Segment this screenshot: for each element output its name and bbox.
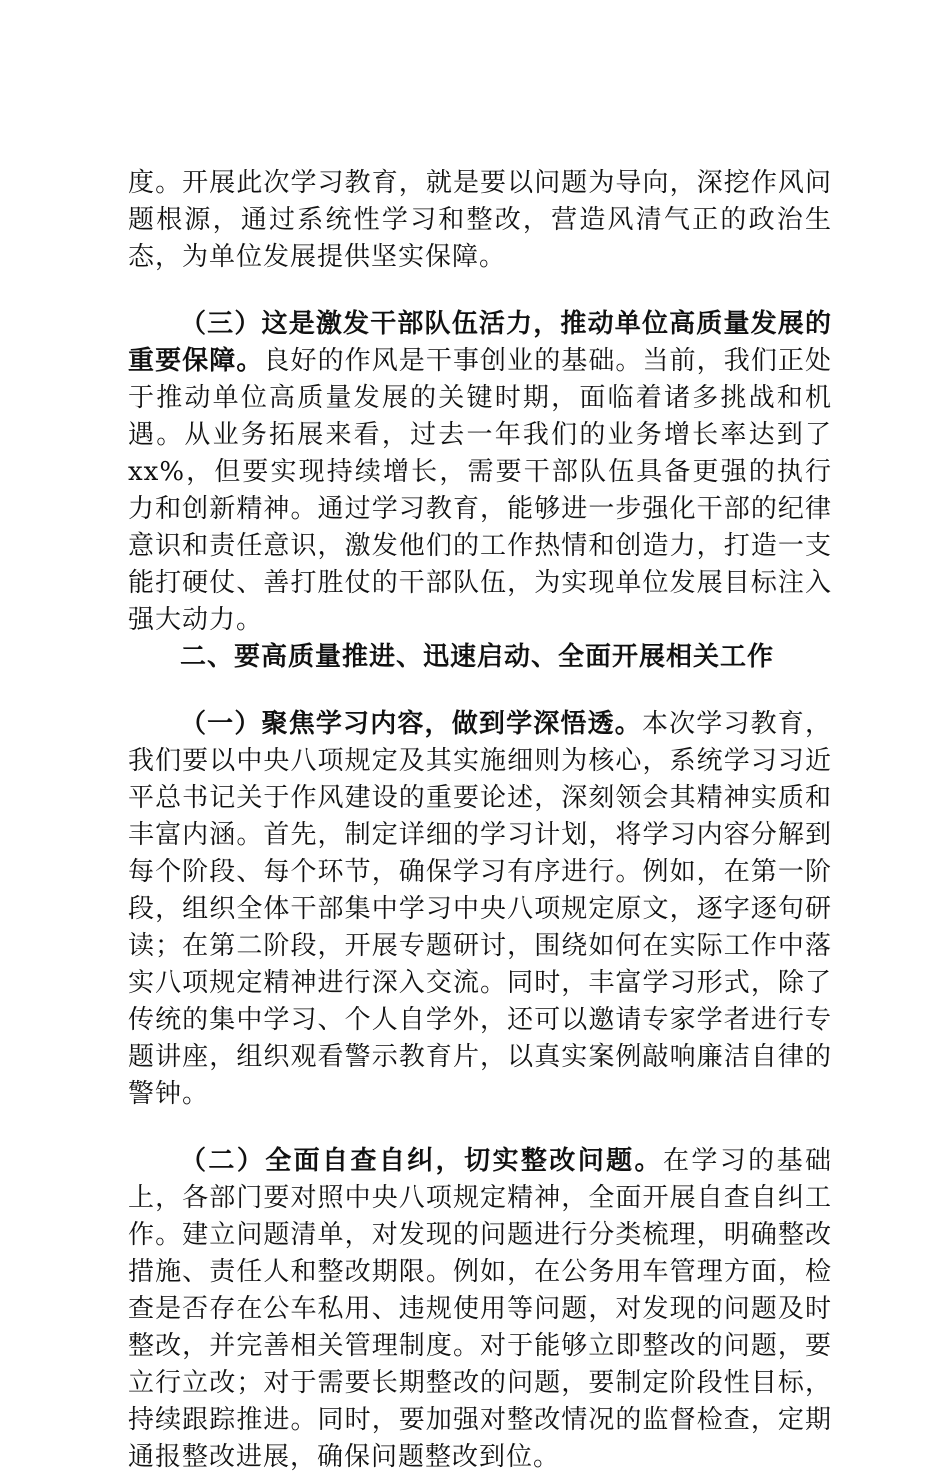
paragraph-lead-heading: （一）聚焦学习内容，做到学深悟透。 bbox=[180, 709, 642, 739]
paragraph-text: 度。开展此次学习教育，就是要以问题为导向，深挖作风问题根源，通过系统性学习和整改，营造风清气正的政治生态，为单位发展提供坚实保障。 bbox=[128, 168, 832, 272]
paragraph-text: 良好的作风是干事创业的基础。当前，我们正处于推动单位高质量发展的关键时期，面临着诸多挑战和机遇。从业务拓展来看，过去一年我们的业务增长率达到了xx%，但要实现持续增长，需要干部队伍具备更强的执行力和创新精神。通过学习教育，能够进一步强化干部的纪律意识和责任意识，激发他们的工作热情和创造力，打造一支能打硬仗、善打胜仗的干部队伍，为实现单位发展目标注入强大动力。 bbox=[128, 346, 832, 635]
paragraph-lead-heading: （二）全面自查自纠，切实整改问题。 bbox=[180, 1146, 663, 1176]
paragraph-subsection-2 bbox=[128, 1143, 832, 1476]
section-heading-2: 二、要高质量推进、迅速启动、全面开展相关工作 bbox=[180, 642, 775, 672]
paragraph-text: 本次学习教育，我们要以中央八项规定及其实施细则为核心，系统学习习近平总书记关于作风建设的重要论述，深刻领会其精神实质和丰富内涵。首先，制定详细的学习计划，将学习内容分解到每个阶段、每个环节，确保学习有序进行。例如，在第一阶段，组织全体干部集中学习中央八项规定原文，逐字逐句研读；在第二阶段，开展专题研讨，围绕如何在实际工作中落实八项规定精神进行深入交流。同时，丰富学习形式，除了传统的集中学习、个人自学外，还可以邀请专家学者进行专题讲座，组织观看警示教育片，以真实案例敲响廉洁自律的警钟。 bbox=[128, 709, 832, 1109]
paragraph-continuation bbox=[128, 165, 832, 276]
paragraph-text: 在学习的基础上，各部门要对照中央八项规定精神，全面开展自查自纠工作。建立问题清单，对发现的问题进行分类梳理，明确整改措施、责任人和整改期限。例如，在公务用车管理方面，检查是否存在公车私用、违规使用等问题，对发现的问题及时整改，并完善相关管理制度。对于能够立即整改的问题，要立行立改；对于需要长期整改的问题，要制定阶段性目标，持续跟踪推进。同时，要加强对整改情况的监督检查，定期通报整改进展，确保问题整改到位。 bbox=[128, 1146, 832, 1472]
document-page bbox=[128, 165, 832, 1476]
paragraph-lead-heading: （三）这是激发干部队伍活力，推动单位高质量发展的重要保障。 bbox=[128, 309, 832, 376]
paragraph-section-3 bbox=[128, 306, 832, 639]
paragraph-subsection-1 bbox=[128, 706, 832, 1113]
